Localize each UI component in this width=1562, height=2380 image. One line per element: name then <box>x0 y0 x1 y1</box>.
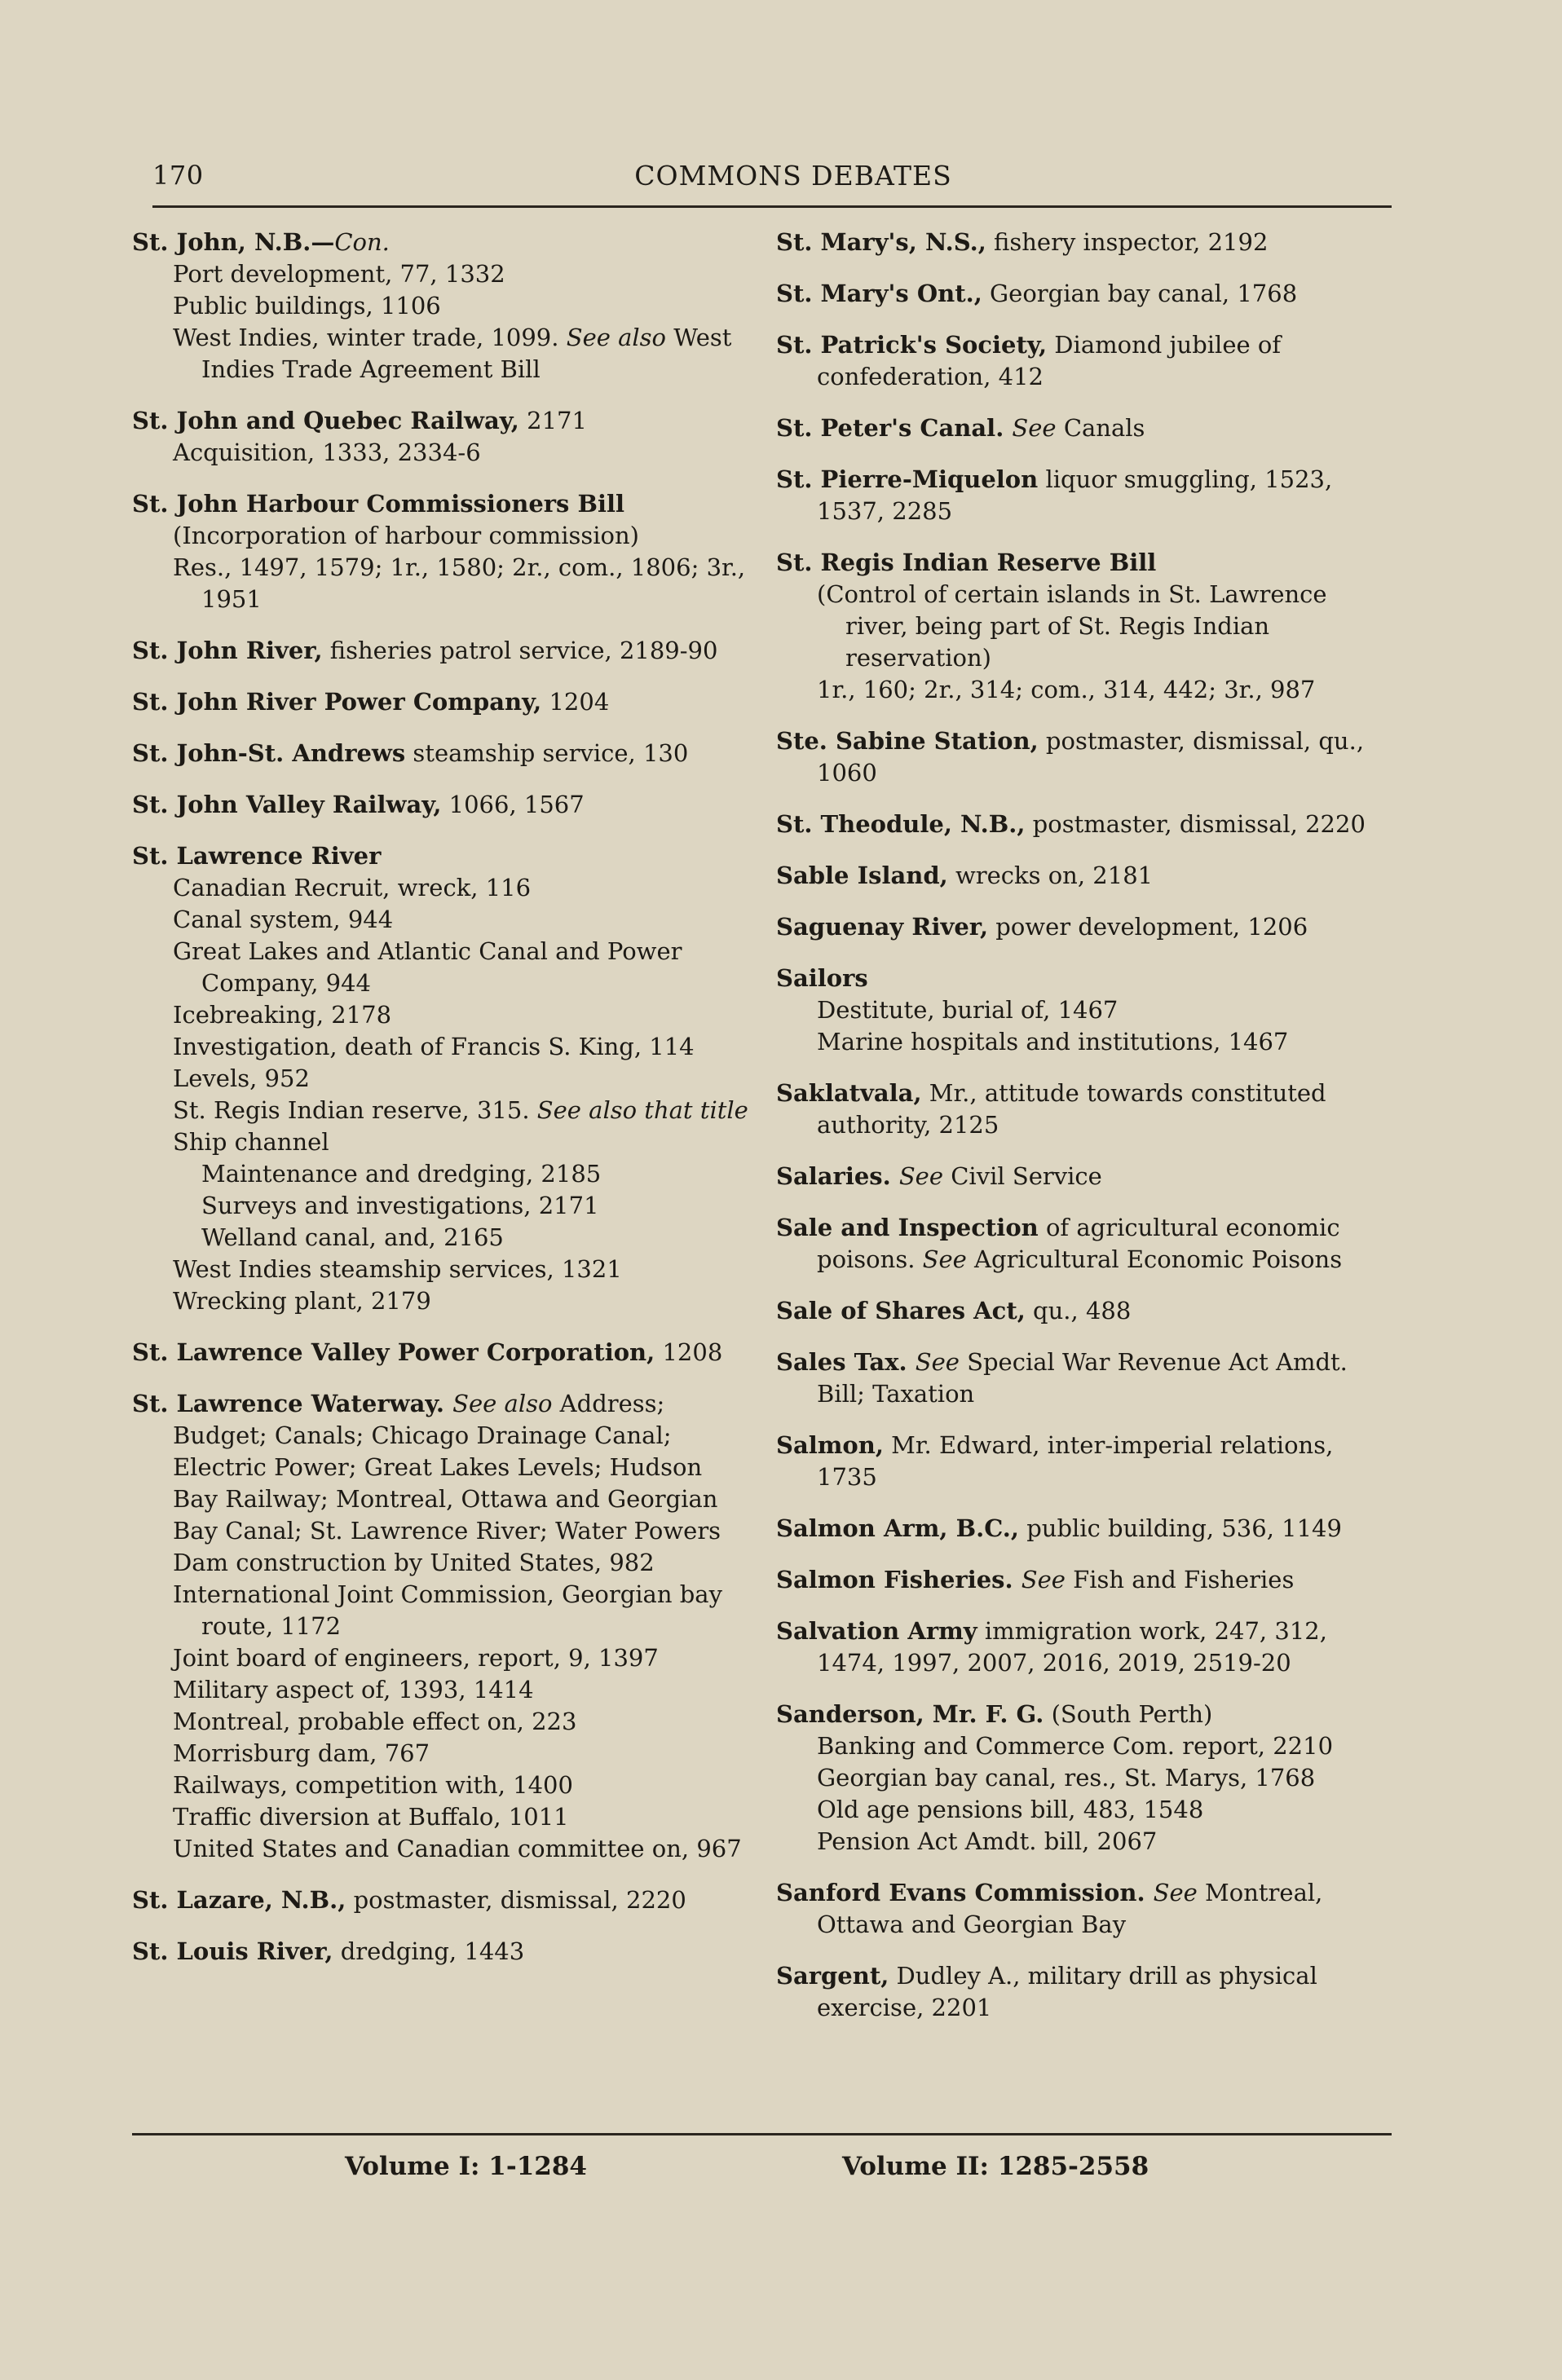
entry-text: Welland canal, and, 2165 <box>201 1223 504 1251</box>
index-entry <box>776 547 1396 706</box>
index-entry <box>132 227 752 386</box>
entry-text: United States and Canadian committee on, 967 <box>173 1835 742 1862</box>
entry-subheading-line <box>776 674 1396 706</box>
entry-subheading-line <box>132 999 752 1031</box>
entry-heading: St. Theodule, N.B., <box>776 810 1026 838</box>
see-reference: See also <box>452 1390 553 1417</box>
entry-text: Canadian Recruit, wreck, 116 <box>173 874 532 901</box>
entry-text: Fish and Fisheries <box>1065 1566 1295 1593</box>
entry-heading: Ste. Sabine Station, <box>776 727 1039 755</box>
index-entry <box>776 1346 1396 1410</box>
see-reference: Con. <box>334 228 390 256</box>
entry-heading: St. Pierre-Miquelon <box>776 465 1039 493</box>
entry-heading: St. John River Power Company, <box>132 688 542 716</box>
index-entry <box>776 963 1396 1058</box>
entry-heading: Sable Island, <box>776 862 948 889</box>
index-entry <box>776 1564 1396 1596</box>
entry-text: Mr., attitude towards constituted authority, 2125 <box>817 1079 1326 1139</box>
index-entry <box>776 412 1396 444</box>
entry-text: Res., 1497, 1579; 1r., 1580; 2r., com., 1806; 3r., 1951 <box>173 553 746 613</box>
entry-subheading-line <box>132 904 752 936</box>
entry-heading: Sailors <box>776 964 868 992</box>
entry-heading: Sargent, <box>776 1962 889 1990</box>
index-entry <box>776 1877 1396 1941</box>
index-entry <box>776 1430 1396 1493</box>
entry-subheading-line <box>132 1254 752 1285</box>
see-reference: See <box>1021 1566 1066 1593</box>
entry-text: International Joint Commission, Georgian bay route, 1172 <box>173 1580 722 1640</box>
entry-heading-line <box>776 1615 1396 1679</box>
entry-text: Investigation, death of Francis S. King, 114 <box>173 1033 695 1060</box>
index-entry <box>132 1337 752 1368</box>
index-entry <box>132 405 752 469</box>
entry-subheading-line <box>776 1826 1396 1858</box>
entry-text: Destitute, burial of, 1467 <box>817 996 1119 1024</box>
entry-subheading-line <box>132 1706 752 1738</box>
entry-text: Georgian bay canal, res., St. Marys, 1768 <box>817 1764 1316 1792</box>
entry-heading-line <box>776 963 1396 994</box>
entry-subheading-line <box>132 322 752 386</box>
index-entry <box>776 1699 1396 1858</box>
see-reference: See <box>1012 414 1057 442</box>
see-reference: See <box>898 1162 944 1190</box>
entry-text: Surveys and investigations, 2171 <box>201 1192 599 1219</box>
entry-subheading-line <box>132 1285 752 1317</box>
entry-text: Port development, 77, 1332 <box>173 260 505 288</box>
entry-heading-line <box>776 860 1396 892</box>
index-entry <box>132 1884 752 1916</box>
index-column-left <box>132 227 752 1987</box>
entry-heading-line <box>132 227 752 258</box>
entry-heading: St. Louis River, <box>132 1937 333 1965</box>
entry-text: wrecks on, 2181 <box>947 862 1154 889</box>
entry-text: St. Regis Indian reserve, 315. <box>173 1096 537 1124</box>
entry-heading-line <box>776 725 1396 789</box>
entry-heading-line <box>132 840 752 872</box>
entry-heading-line <box>776 278 1396 310</box>
index-entry <box>132 1388 752 1865</box>
entry-heading-line <box>776 464 1396 527</box>
see-reference: See also <box>566 324 667 351</box>
entry-heading-line <box>776 547 1396 579</box>
entry-text: public building, 536, 1149 <box>1019 1514 1342 1542</box>
entry-heading: St. John River, <box>132 637 323 664</box>
index-entry <box>776 860 1396 892</box>
entry-text: (South Perth) <box>1044 1700 1213 1728</box>
volume-two-range: Volume II: 1285-2558 <box>842 2152 1149 2181</box>
entry-heading-line <box>132 1884 752 1916</box>
entry-subheading-line <box>132 872 752 904</box>
entry-text: 2171 <box>518 407 587 434</box>
index-entry <box>132 789 752 821</box>
entry-subheading-line <box>132 1547 752 1579</box>
entry-subheading-line <box>132 552 752 615</box>
entry-text: Agricultural Economic Poisons <box>966 1245 1343 1273</box>
entry-subheading-line <box>132 936 752 999</box>
entry-text: Dudley A., military drill as physical exercise, 2201 <box>817 1962 1317 2021</box>
index-entry <box>132 738 752 769</box>
entry-text: Dam construction by United States, 982 <box>173 1549 655 1576</box>
entry-subheading-line <box>776 579 1396 674</box>
entry-subheading-line <box>132 1095 752 1126</box>
entry-heading: Sale of Shares Act, <box>776 1297 1026 1324</box>
entry-text: Great Lakes and Atlantic Canal and Power Company, 944 <box>173 937 682 997</box>
entry-subheading-line <box>132 258 752 290</box>
entry-heading-line <box>776 412 1396 444</box>
entry-text: Joint board of engineers, report, 9, 1397 <box>173 1644 659 1672</box>
entry-subheading-line <box>132 1833 752 1865</box>
entry-text: Mr. Edward, inter-imperial relations, 1735 <box>817 1431 1334 1491</box>
entry-heading: St. John-St. Andrews <box>132 739 406 767</box>
page-title: COMMONS DEBATES <box>634 160 952 192</box>
see-reference: See <box>915 1348 960 1376</box>
entry-text: Montreal, Ottawa and Georgian Bay <box>817 1879 1323 1938</box>
entry-heading: St. Regis Indian Reserve Bill <box>776 549 1157 576</box>
entry-subheading-line <box>776 1026 1396 1058</box>
index-entry <box>132 488 752 615</box>
entry-heading: Salaries. <box>776 1162 899 1190</box>
entry-heading: St. Patrick's Society, <box>776 331 1048 359</box>
entry-text: Railways, competition with, 1400 <box>173 1771 573 1799</box>
entry-text: fishery inspector, 2192 <box>986 228 1269 256</box>
entry-subheading-line <box>776 1794 1396 1826</box>
entry-text: Acquisition, 1333, 2334-6 <box>173 439 481 466</box>
entry-subheading-line <box>776 994 1396 1026</box>
entry-text: Banking and Commerce Com. report, 2210 <box>817 1732 1334 1760</box>
entry-heading-line <box>132 1936 752 1968</box>
entry-subheading-line <box>776 1762 1396 1794</box>
entry-subheading-line <box>776 1730 1396 1762</box>
entry-text: qu., 488 <box>1025 1297 1132 1324</box>
entry-heading: St. John, N.B.— <box>132 228 335 256</box>
entry-subheading-line <box>132 1126 752 1158</box>
entry-heading: St. Mary's Ont., <box>776 280 982 307</box>
entry-text: 1r., 160; 2r., 314; com., 314, 442; 3r., 987 <box>817 676 1316 703</box>
entry-text: Morrisburg dam, 767 <box>173 1739 430 1767</box>
entry-heading: Sales Tax. <box>776 1348 916 1376</box>
entry-subheading-line <box>132 1063 752 1095</box>
entry-heading: Sanderson, Mr. F. G. <box>776 1700 1044 1728</box>
entry-heading-line <box>132 405 752 437</box>
entry-text: 1066, 1567 <box>441 791 585 818</box>
see-reference: See <box>1153 1879 1198 1906</box>
entry-text: West Indies steamship services, 1321 <box>173 1255 622 1283</box>
entry-subheading-line <box>132 1031 752 1063</box>
entry-text: of agricultural economic poisons. <box>817 1214 1340 1273</box>
footer-rule <box>132 2133 1392 2135</box>
entry-text: fisheries patrol service, 2189-90 <box>322 637 718 664</box>
entry-text: power development, 1206 <box>988 913 1308 941</box>
entry-heading-line <box>132 738 752 769</box>
see-reference: See also that title <box>536 1096 748 1124</box>
entry-heading-line <box>776 1564 1396 1596</box>
entry-subheading-line <box>132 437 752 469</box>
entry-text: Georgian bay canal, 1768 <box>982 280 1298 307</box>
entry-heading: St. John Harbour Commissioners Bill <box>132 490 625 518</box>
entry-subheading-line <box>132 1801 752 1833</box>
entry-text: West Indies Trade Agreement Bill <box>201 324 732 383</box>
index-entry <box>776 1212 1396 1276</box>
entry-text: postmaster, dismissal, 2220 <box>346 1886 686 1914</box>
entry-text: Old age pensions bill, 483, 1548 <box>817 1796 1204 1823</box>
entry-heading-line <box>776 227 1396 258</box>
entry-heading: Salvation Army <box>776 1617 977 1645</box>
entry-heading: St. Mary's, N.S., <box>776 228 986 256</box>
entry-heading: Salmon Fisheries. <box>776 1566 1021 1593</box>
entry-text: steamship service, 130 <box>405 739 689 767</box>
index-entry <box>776 278 1396 310</box>
entry-text: Canals <box>1056 414 1145 442</box>
entry-heading: St. Lawrence Valley Power Corporation, <box>132 1338 655 1366</box>
index-entry <box>132 635 752 667</box>
index-entry <box>776 227 1396 258</box>
entry-heading-line <box>776 911 1396 943</box>
entry-heading-line <box>776 1295 1396 1327</box>
entry-heading: Sanford Evans Commission. <box>776 1879 1154 1906</box>
index-entry <box>132 686 752 718</box>
index-entry <box>776 1078 1396 1141</box>
entry-heading: Saguenay River, <box>776 913 989 941</box>
index-entry <box>776 809 1396 840</box>
entry-text: Ship channel <box>173 1128 329 1156</box>
index-entry <box>776 1960 1396 2024</box>
entry-text: Military aspect of, 1393, 1414 <box>173 1676 534 1703</box>
entry-heading-line <box>776 1513 1396 1545</box>
entry-subheading-line <box>132 1579 752 1642</box>
entry-heading: Saklatvala, <box>776 1079 922 1107</box>
entry-heading-line <box>776 1078 1396 1141</box>
entry-text: Pension Act Amdt. bill, 2067 <box>817 1827 1158 1855</box>
entry-text: postmaster, dismissal, 2220 <box>1025 810 1366 838</box>
entry-heading-line <box>776 809 1396 840</box>
entry-subheading-line <box>132 1770 752 1801</box>
entry-text: dredging, 1443 <box>333 1937 525 1965</box>
index-entry <box>776 725 1396 789</box>
index-column-right <box>776 227 1396 2043</box>
entry-text: immigration work, 247, 312, 1474, 1997, 2007, 2016, 2019, 2519-20 <box>817 1617 1327 1677</box>
entry-heading-line <box>132 635 752 667</box>
entry-heading-line <box>776 1212 1396 1276</box>
entry-text: Marine hospitals and institutions, 1467 <box>817 1028 1289 1056</box>
entry-text: (Control of certain islands in St. Lawrence river, being part of St. Regis Indian reservation) <box>817 580 1327 672</box>
entry-heading-line <box>776 329 1396 393</box>
entry-heading-line <box>132 1388 752 1547</box>
entry-heading: St. Peter's Canal. <box>776 414 1013 442</box>
entry-subheading-line <box>132 520 752 552</box>
index-entry <box>776 464 1396 527</box>
entry-heading-line <box>132 686 752 718</box>
entry-heading-line <box>132 1337 752 1368</box>
index-entry <box>776 1295 1396 1327</box>
entry-heading-line <box>132 789 752 821</box>
page-number: 170 <box>152 160 204 191</box>
entry-heading-line <box>132 488 752 520</box>
entry-subheading-line <box>132 1642 752 1674</box>
entry-subheading-line <box>132 1738 752 1770</box>
entry-text: West Indies, winter trade, 1099. <box>173 324 567 351</box>
index-entry <box>776 911 1396 943</box>
entry-text: Wrecking plant, 2179 <box>173 1287 431 1315</box>
entry-text: Diamond jubilee of confederation, 412 <box>817 331 1282 390</box>
entry-subheading-line <box>132 1190 752 1222</box>
index-entry <box>776 1513 1396 1545</box>
entry-heading: St. John and Quebec Railway, <box>132 407 519 434</box>
entry-text: Levels, 952 <box>173 1064 310 1092</box>
volume-one-range: Volume I: 1-1284 <box>345 2152 587 2181</box>
entry-heading: Sale and Inspection <box>776 1214 1039 1241</box>
entry-text: liquor smuggling, 1523, 1537, 2285 <box>817 465 1333 525</box>
entry-text: (Incorporation of harbour commission) <box>173 522 639 549</box>
index-entry <box>776 329 1396 393</box>
entry-text: Maintenance and dredging, 2185 <box>201 1160 602 1188</box>
entry-heading: St. Lazare, N.B., <box>132 1886 346 1914</box>
entry-text: Montreal, probable effect on, 223 <box>173 1708 577 1735</box>
entry-subheading-line <box>132 1222 752 1254</box>
entry-text: 1204 <box>541 688 610 716</box>
index-entry <box>776 1161 1396 1192</box>
index-entry <box>776 1615 1396 1679</box>
entry-heading: St. Lawrence Waterway. <box>132 1390 453 1417</box>
entry-heading: St. John Valley Railway, <box>132 791 442 818</box>
index-entry <box>132 1936 752 1968</box>
entry-subheading-line <box>132 1674 752 1706</box>
entry-subheading-line <box>132 290 752 322</box>
entry-text: Special War Revenue Act Amdt. Bill; Taxation <box>817 1348 1348 1408</box>
entry-text: Address; Budget; Canals; Chicago Drainage Canal; Electric Power; Great Lakes Levels; Hudson Bay Railway; Montreal, Ottawa and Georgian Bay Canal; St. Lawrence River; Water Powers <box>173 1390 721 1545</box>
entry-text: Traffic diversion at Buffalo, 1011 <box>173 1803 569 1831</box>
entry-heading-line <box>776 1346 1396 1410</box>
entry-text: 1208 <box>655 1338 723 1366</box>
header-rule <box>152 205 1392 208</box>
entry-heading-line <box>776 1960 1396 2024</box>
entry-heading-line <box>776 1877 1396 1941</box>
entry-text: Public buildings, 1106 <box>173 292 441 320</box>
see-reference: See <box>922 1245 967 1273</box>
entry-heading: Salmon Arm, B.C., <box>776 1514 1019 1542</box>
entry-heading-line <box>776 1699 1396 1730</box>
entry-text: postmaster, dismissal, qu., 1060 <box>817 727 1365 787</box>
entry-heading: St. Lawrence River <box>132 842 382 870</box>
entry-text: Icebreaking, 2178 <box>173 1001 392 1029</box>
entry-heading-line <box>776 1430 1396 1493</box>
index-entry <box>132 840 752 1317</box>
entry-text: Civil Service <box>943 1162 1102 1190</box>
entry-heading-line <box>776 1161 1396 1192</box>
entry-text: Canal system, 944 <box>173 906 394 933</box>
entry-heading: Salmon, <box>776 1431 884 1459</box>
entry-subheading-line <box>132 1158 752 1190</box>
